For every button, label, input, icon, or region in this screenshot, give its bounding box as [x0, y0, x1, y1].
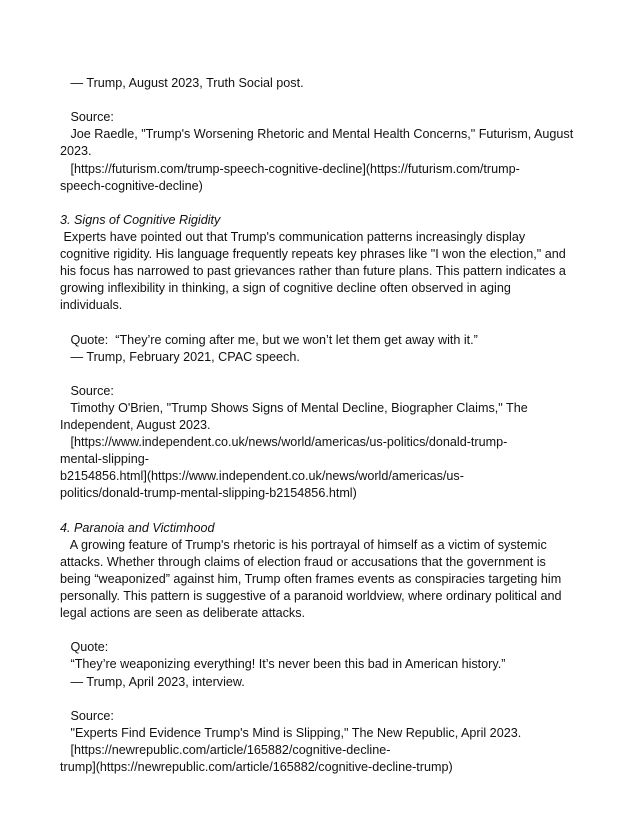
text-line: b2154856.html](https://www.independent.co.uk/news/world/americas/us-: [60, 469, 464, 484]
text-line: [https://newrepublic.com/article/165882/cognitive-decline-: [60, 742, 391, 757]
text-line: 2023.: [60, 144, 92, 159]
text-line: attacks. Whether through claims of election fraud or accusations that the government is: [60, 554, 546, 569]
text-line: his focus has narrowed to past grievances rather than future plans. This pattern indicates a: [60, 264, 566, 279]
text-line: being “weaponized” against him, Trump often frames events as conspiracies targeting him: [60, 571, 562, 586]
text-line: individuals.: [60, 298, 123, 313]
text-line: mental-slipping-: [60, 452, 149, 467]
text-line: — Trump, August 2023, Truth Social post.: [60, 76, 304, 90]
text-line: Source:: [60, 110, 114, 125]
text-line: Source:: [60, 383, 114, 398]
text-line: politics/donald-trump-mental-slipping-b2154856.html): [60, 486, 357, 501]
text-line: trump](https://newrepublic.com/article/165882/cognitive-decline-trump): [60, 760, 453, 774]
text-line: — Trump, February 2021, CPAC speech.: [60, 349, 300, 364]
text-line: Joe Raedle, "Trump's Worsening Rhetoric and Mental Health Concerns," Futurism, August: [60, 127, 574, 142]
text-line: A growing feature of Trump's rhetoric is his portrayal of himself as a victim of systemic: [60, 537, 547, 552]
text-line: Quote: “They’re coming after me, but we won’t let them get away with it.”: [60, 332, 478, 347]
text-line: personally. This pattern is suggestive of a paranoid worldview, where ordinary political and: [60, 589, 562, 603]
section-heading: 4. Paranoia and Victimhood: [60, 520, 215, 535]
text-line: — Trump, April 2023, interview.: [60, 674, 245, 689]
text-line: legal actions are seen as deliberate attacks.: [60, 606, 306, 621]
text-line: growing inflexibility in thinking, a sign of cognitive decline often observed in aging: [60, 281, 511, 296]
text-line: Source:: [60, 708, 114, 723]
text-line: speech-cognitive-decline): [60, 178, 203, 193]
section-heading: 3. Signs of Cognitive Rigidity: [60, 212, 221, 227]
text-line: "Experts Find Evidence Trump's Mind is Slipping," The New Republic, April 2023.: [60, 725, 522, 740]
text-line: Quote:: [60, 640, 109, 655]
text-line: cognitive rigidity. His language frequently repeats key phrases like "I won the election," and: [60, 247, 566, 261]
text-line: Timothy O'Brien, "Trump Shows Signs of Mental Decline, Biographer Claims," The: [60, 400, 528, 415]
text-line: Independent, August 2023.: [60, 418, 211, 432]
text-line: [https://www.independent.co.uk/news/world/americas/us-politics/donald-trump-: [60, 435, 508, 450]
text-line: “They’re weaponizing everything! It’s never been this bad in American history.”: [60, 657, 506, 672]
text-line: [https://futurism.com/trump-speech-cognitive-decline](https://futurism.com/trump-: [60, 161, 520, 176]
text-line: Experts have pointed out that Trump's communication patterns increasingly display: [60, 229, 526, 244]
